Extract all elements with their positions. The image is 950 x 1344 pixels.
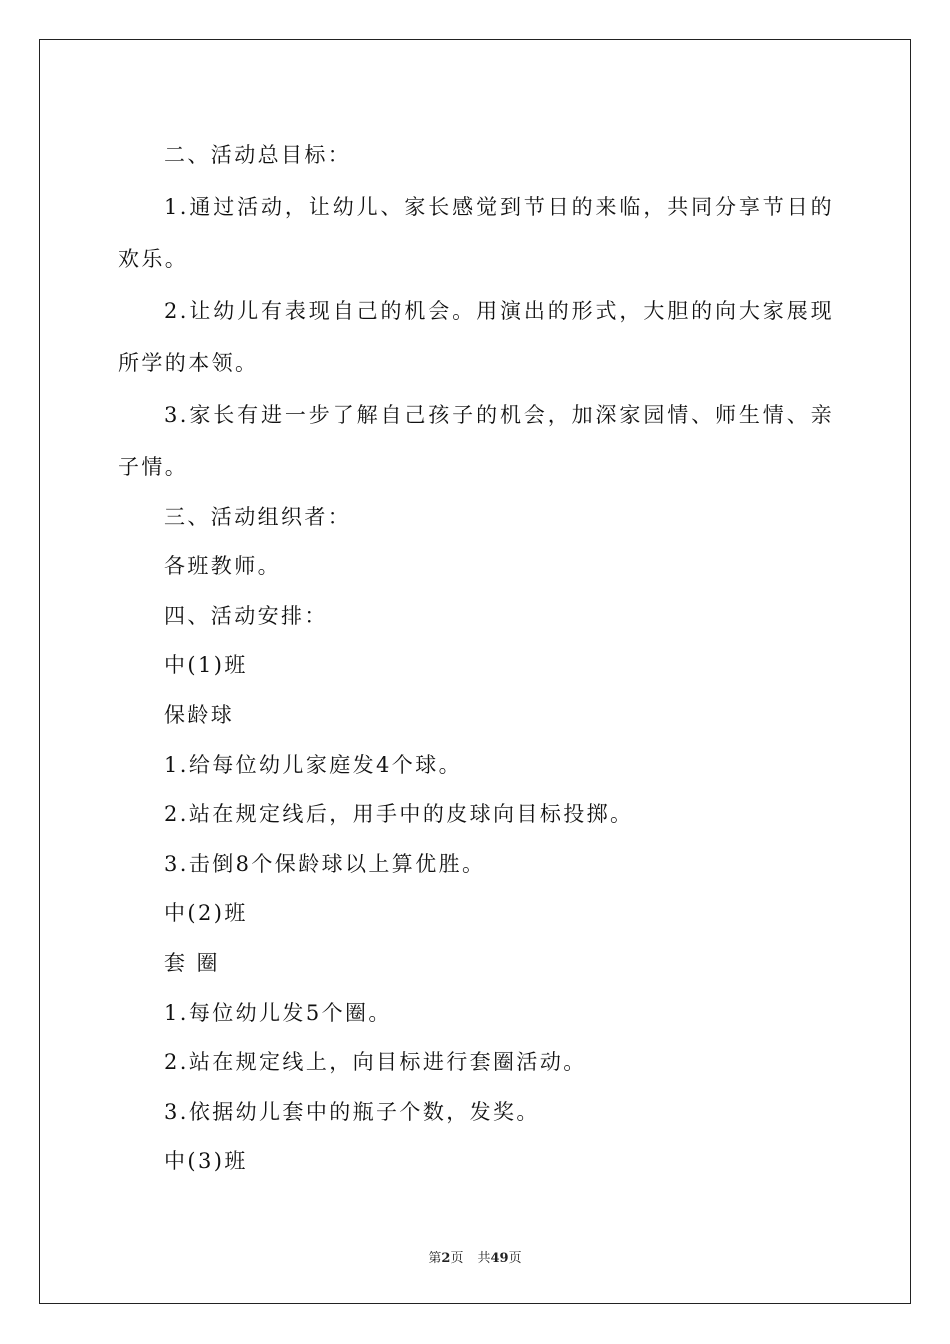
organizer-text: 各班教师。 (164, 554, 281, 579)
ring-toss-rule-1: 1.每位幼儿发5个圈。 (164, 1000, 392, 1025)
footer-page-suffix: 页 (450, 1251, 464, 1266)
section-heading-organizer: 三、活动组织者： (164, 504, 352, 529)
class-heading-1: 中(1)班 (164, 653, 248, 678)
ring-toss-rule-3: 3.依据幼儿套中的瓶子个数，发奖。 (164, 1099, 540, 1124)
section-heading-schedule: 四、活动安排： (164, 603, 328, 628)
bowling-rule-3: 3.击倒8个保龄球以上算优胜。 (164, 851, 486, 876)
ring-toss-rule-2: 2.站在规定线上，向目标进行套圈活动。 (164, 1050, 587, 1075)
section-heading-goals: 二、活动总目标： (164, 143, 352, 167)
class-heading-3: 中(3)班 (164, 1149, 248, 1174)
activity-title-bowling: 保龄球 (164, 702, 235, 727)
goal-item-1: 1.通过活动，让幼儿、家长感觉到节日的来临，共同分享节日的欢乐。 (118, 194, 834, 271)
goal-item-3: 3.家长有进一步了解自己孩子的机会，加深家园情、师生情、亲子情。 (118, 402, 834, 479)
footer-total-prefix: 共 (477, 1251, 491, 1266)
footer-total-pages: 49 (490, 1251, 509, 1266)
document-body (118, 131, 834, 1187)
footer-page-number: 2 (441, 1251, 451, 1266)
class-heading-2: 中(2)班 (164, 901, 248, 926)
bowling-rule-2: 2.站在规定线后，用手中的皮球向目标投掷。 (164, 802, 634, 827)
page-footer (0, 1247, 950, 1266)
bowling-rule-1: 1.给每位幼儿家庭发4个球。 (164, 752, 462, 777)
goal-item-2: 2.让幼儿有表现自己的机会。用演出的形式，大胆的向大家展现所学的本领。 (118, 298, 834, 375)
activity-title-ring-toss: 套 圈 (164, 950, 220, 975)
footer-page-prefix: 第 (428, 1251, 442, 1266)
footer-total-suffix: 页 (508, 1251, 522, 1266)
